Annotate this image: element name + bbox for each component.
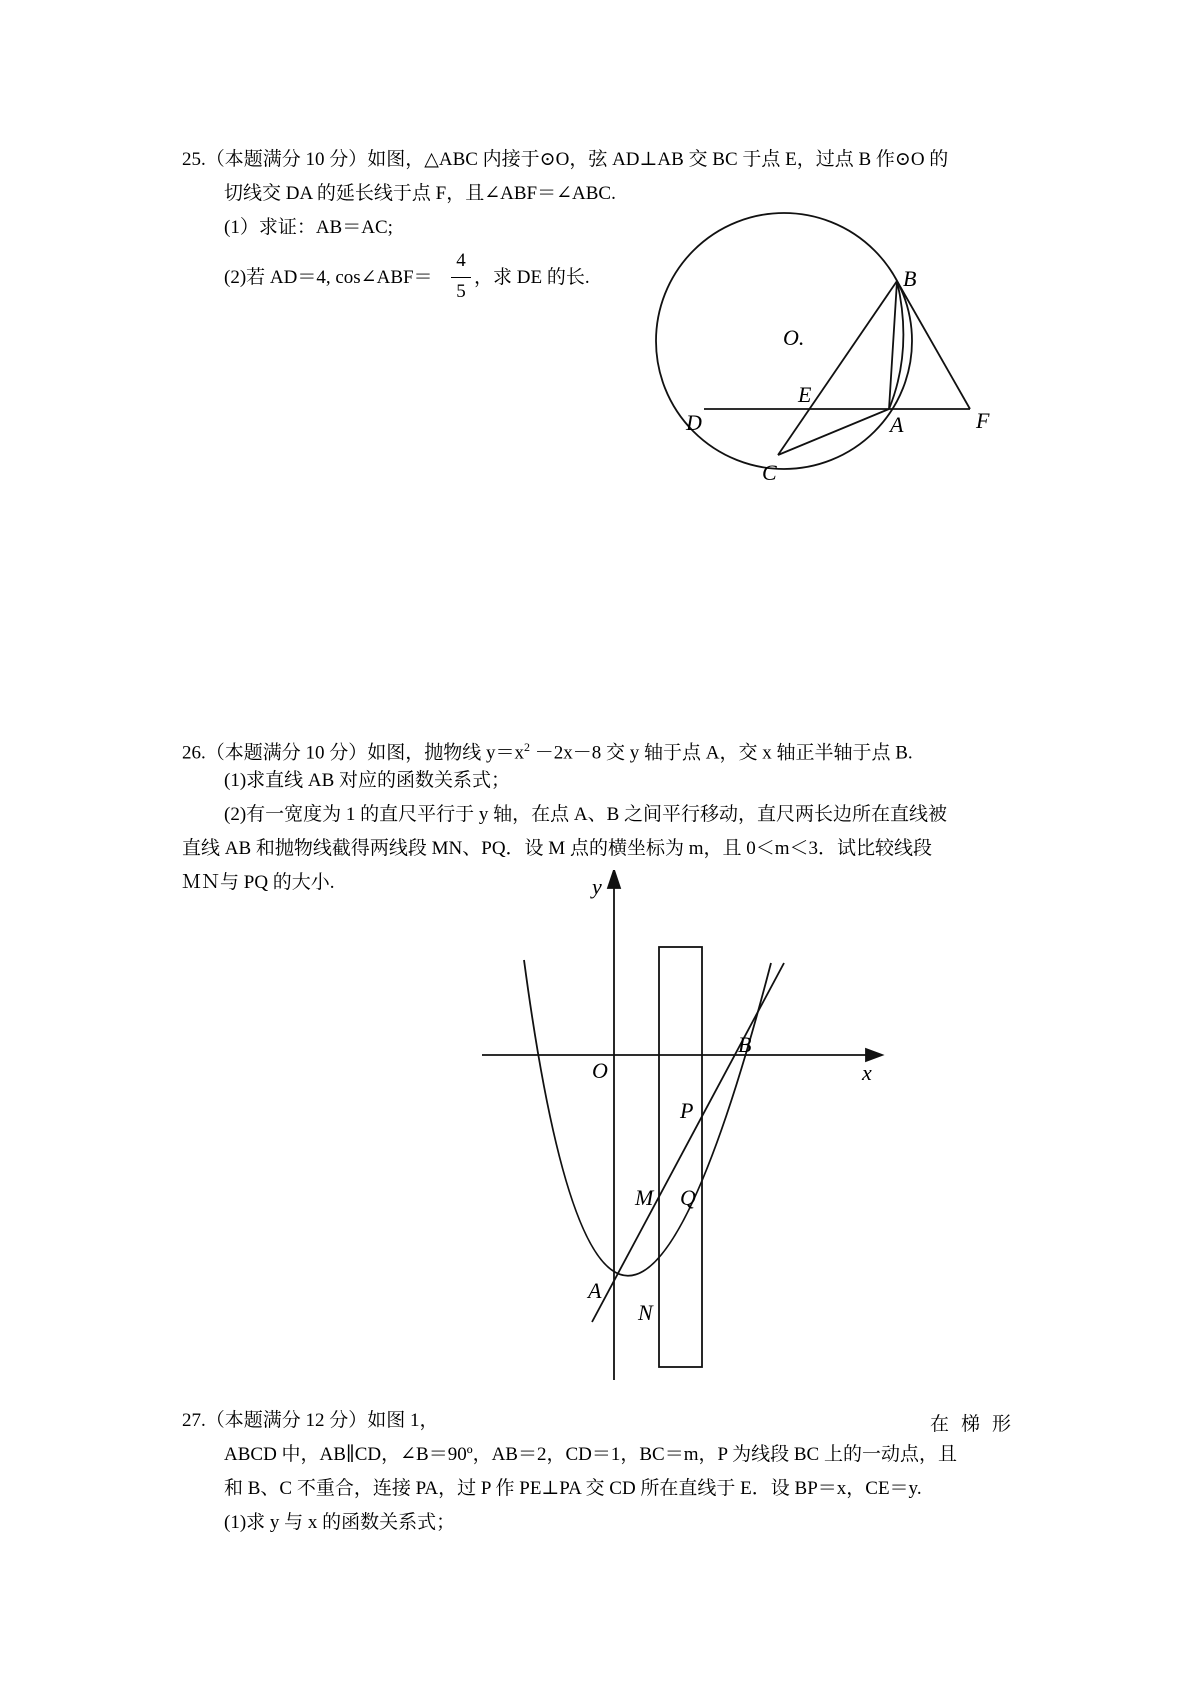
q26-part-2-line-1: (2)有一宽度为 1 的直尺平行于 y 轴，在点 A、B 之间平行移动，直尺两长边所在直线被 xyxy=(224,804,948,825)
q26-superscript: 2 xyxy=(524,740,531,754)
q27-line-3: 和 B、C 不重合，连接 PA，过 P 作 PE⊥PA 交 CD 所在直线于 E．设 BP＝x，CE＝y. xyxy=(224,1478,922,1499)
q26-label-b: B xyxy=(738,1032,752,1057)
q25-fraction-numerator: 4 xyxy=(456,250,466,271)
q25-part-2-tail: ，求 DE 的长. xyxy=(474,267,590,288)
q25-fraction-denominator: 5 xyxy=(456,281,466,302)
q25-label-b: B xyxy=(903,266,917,291)
q26-line-1-text: 26.（本题满分 10 分）如图，抛物线 y＝x xyxy=(182,742,525,764)
q26-part-2-line-3: ＭＮ与 PQ 的大小. xyxy=(182,872,335,893)
q26-line-1 xyxy=(182,735,913,765)
q25-label-a: A xyxy=(890,412,904,437)
q26-part-1: (1)求直线 AB 对应的函数关系式； xyxy=(224,770,511,791)
q26-parabola-figure xyxy=(470,870,890,1390)
q26-line-1-tail: －2x－8 交 y 轴于点 A，交 x 轴正半轴于点 B. xyxy=(530,742,913,764)
q26-label-a: A xyxy=(588,1278,602,1303)
q26-label-p: P xyxy=(680,1098,694,1123)
q25-line-1: 25.（本题满分 10 分）如图，△ABC 内接于⊙O，弦 AD⊥AB 交 BC 于点 E，过点 B 作⊙O 的 xyxy=(182,149,949,170)
q25-label-e: E xyxy=(798,382,812,407)
q25-fraction-bar xyxy=(451,277,471,278)
q27-line-1-right: 在梯形 xyxy=(930,1414,1024,1435)
q26-label-n: N xyxy=(638,1300,653,1325)
q26-part-2-line-2: 直线 AB 和抛物线截得两线段 MN、PQ．设 M 点的横坐标为 m，且 0＜m＜3．试比较线段 xyxy=(182,838,933,859)
q27-line-1: 27.（本题满分 12 分）如图 1， xyxy=(182,1410,439,1431)
q25-part-1: (1）求证：AB＝AC; xyxy=(224,217,393,238)
q27-part-1: (1)求 y 与 x 的函数关系式； xyxy=(224,1512,456,1533)
q25-label-f: F xyxy=(976,408,990,433)
q26-label-y: y xyxy=(592,874,602,899)
q26-label-o: O xyxy=(592,1058,608,1083)
q27-line-2: ABCD 中，AB∥CD，∠B＝90º，AB＝2，CD＝1，BC＝m，P 为线段 BC 上的一动点，且 xyxy=(224,1444,957,1465)
q25-label-d: D xyxy=(686,410,702,435)
q25-label-c: C xyxy=(762,460,777,485)
q25-part-2: (2)若 AD＝4, cos∠ABF＝ xyxy=(224,267,433,288)
q26-label-m: M xyxy=(635,1185,654,1210)
q25-circle-figure xyxy=(650,210,1030,500)
q26-label-q: Q xyxy=(680,1185,696,1210)
q25-line-2: 切线交 DA 的延长线于点 F，且∠ABF＝∠ABC. xyxy=(224,183,616,204)
q25-label-o: O. xyxy=(783,325,805,350)
q26-label-x: x xyxy=(862,1060,872,1085)
